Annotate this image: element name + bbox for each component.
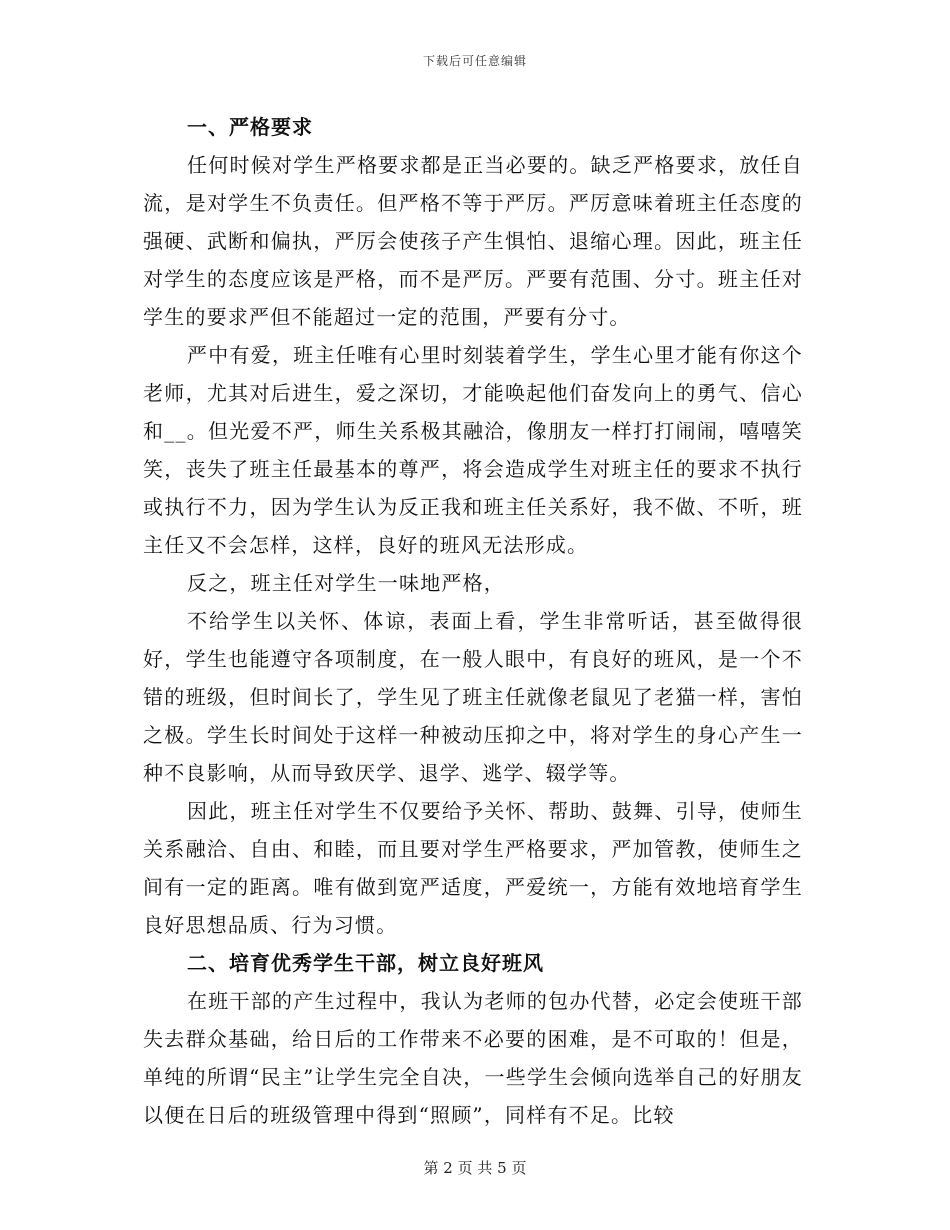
paragraph-4: 不给学生以关怀、体谅，表面上看，学生非常听话，甚至做得很好，学生也能遵守各项制度，在一般人眼中，有良好的班风，是一个不错的班级，但时间长了，学生见了班主任就像老鼠见了老猫一样，害怕之极。学生长时间处于这样一种被动压抑之中，将对学生的身心产生一种不良影响，从而导致厌学、退学、逃学、辍学等。 (143, 609, 803, 785)
paragraph-2: 严中有爱，班主任唯有心里时刻装着学生，学生心里才能有你这个老师，尤其对后进生，爱之深切，才能唤起他们奋发向上的勇气、信心和__。但光爱不严，师生关系极其融洽，像朋友一样打打闹闹，嘻嘻笑笑，丧失了班主任最基本的尊严，将会造成学生对班主任的要求不执行或执行不力，因为学生认为反正我和班主任关系好，我不做、不听，班主任又不会怎样，这样，良好的班风无法形成。 (143, 343, 803, 557)
paragraph-6: 在班干部的产生过程中，我认为老师的包办代替，必定会使班干部失去群众基础，给日后的工作带来不必要的困难，是不可取的！但是，单纯的所谓“民主”让学生完全自决，一些学生会倾向选举自己的好朋友以便在日后的班级管理中得到“照顾”，同样有不足。比较 (143, 989, 803, 1127)
page-header-note: 下载后可任意编辑 (422, 54, 527, 68)
paragraph-3: 反之，班主任对学生一味地严格， (187, 571, 505, 595)
document-body (143, 108, 803, 1134)
section-heading-1: 一、严格要求 (187, 115, 313, 139)
section-heading-2: 二、培育优秀学生干部，树立良好班风 (187, 951, 544, 975)
page-number-footer: 第 2 页 共 5 页 (423, 1159, 527, 1177)
paragraph-1: 任何时候对学生严格要求都是正当必要的。缺乏严格要求，放任自流，是对学生不负责任。但严格不等于严厉。严厉意味着班主任态度的强硬、武断和偏执，严厉会使孩子产生惧怕、退缩心理。因此，班主任对学生的态度应该是严格，而不是严厉。严要有范围、分寸。班主任对学生的要求严但不能超过一定的范围，严要有分寸。 (143, 153, 803, 329)
paragraph-5: 因此，班主任对学生不仅要给予关怀、帮助、鼓舞、引导，使师生关系融洽、自由、和睦，而且要对学生严格要求，严加管教，使师生之间有一定的距离。唯有做到宽严适度，严爱统一，方能有效地培育学生良好思想品质、行为习惯。 (143, 799, 803, 937)
